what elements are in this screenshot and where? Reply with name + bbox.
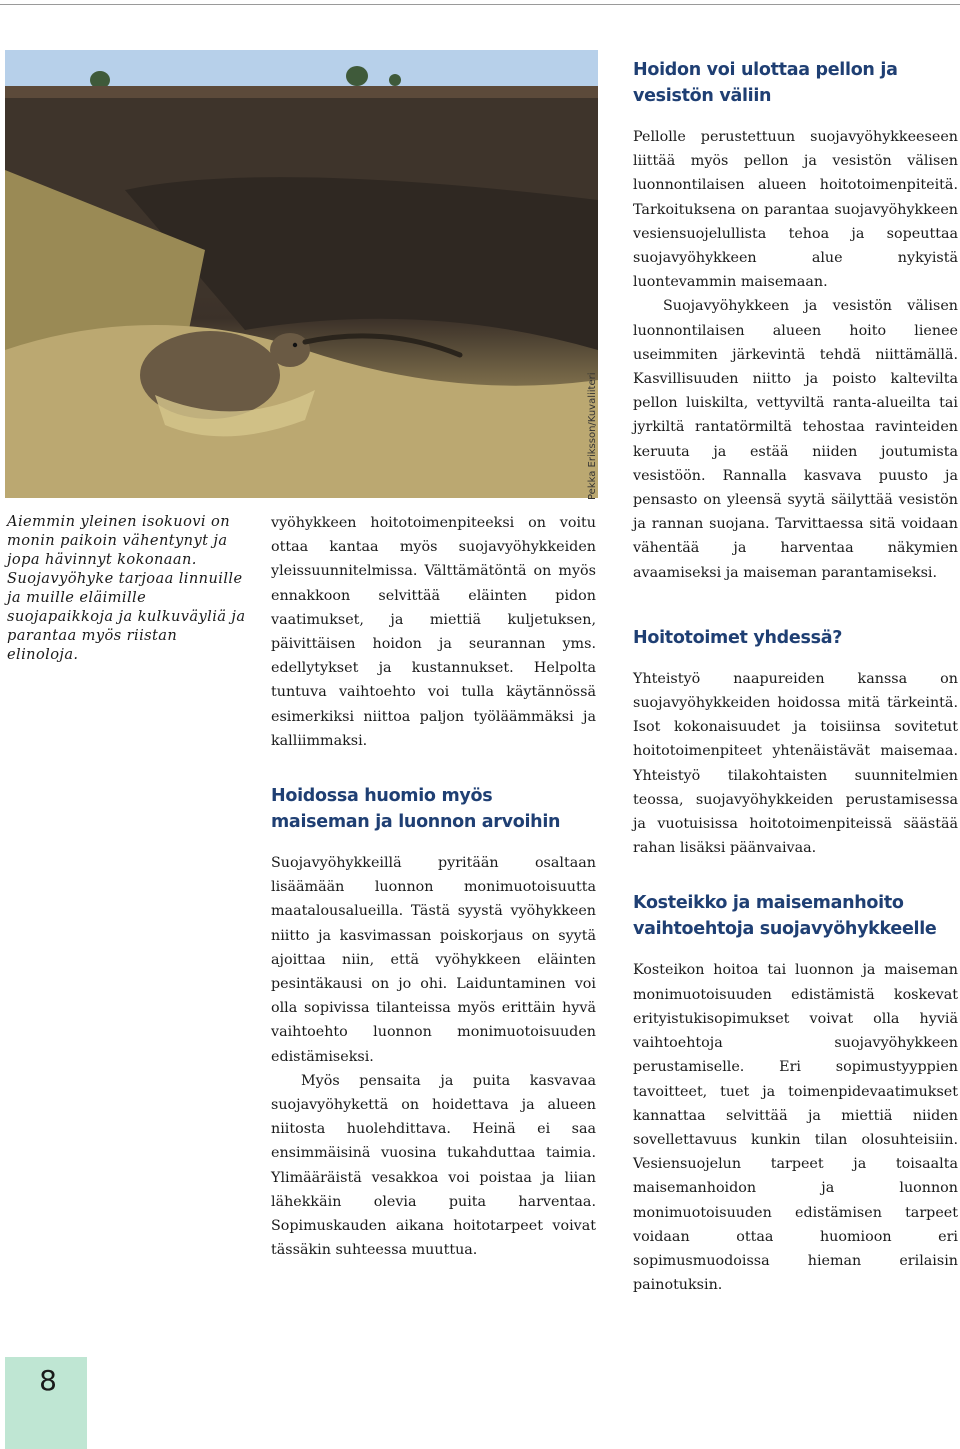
right-paragraph-4: Kosteikon hoitoa tai luonnon ja maiseman monimuotoisuuden edistämistä koskevat erityistukisopimukset voivat olla hyviä vaihtoehtoja suojavyöhykkeen perustamiselle. Eri sopimustyyppien tavoitteet, tuet ja toimenpidevaatimukset kannattaa selvittää ja miettiä niiden sovellettavuus kunkin tilan olosuhteisiin. Vesiensuojelun tarpeet ja toisaalta maisemanhoidon ja luonnon monimuotoisuuden edistämisen tarpeet voidaan ottaa huomioon eri sopimusmuodoissa hieman erilaisin painotuksin. <box>633 962 958 1294</box>
middle-paragraph-1: vyöhykkeen hoitotoimenpiteeksi on voitu ottaa kantaa myös suojavyöhykkeiden yleissuunnitelmissa. Välttämätöntä on myös ennakkoon selvittää eläinten pidon vaatimukset, ja miettiä kuljetuksen, päivittäisen hoidon ja seurannan yms. edellytykset ja kustannukset. Helpolta tuntuva vaihtoehto voi tulla käytännössä esimerkiksi niittoa paljon työläämmäksi ja kalliimmaksi. <box>271 515 596 749</box>
middle-paragraph-3: Myös pensaita ja puita kasvavaa suojavyöhykettä on hoidettava ja alueen niitosta huolehdittava. Heinä ei saa ensimmäisinä vuosina tukahduttaa taimia. Ylimääräistä vesakkoa voi poistaa ja liian lähekkäin olevia puita harventaa. Sopimuskauden aikana hoitotarpeet voivat tässäkin suhteessa muuttua. <box>271 1072 596 1259</box>
page-number: 8 <box>39 1364 57 1397</box>
right-column <box>633 57 958 1297</box>
section-heading-kosteikko: Kosteikko ja maisemanhoito vaihtoehtoja suojavyöhykkeelle <box>633 893 937 940</box>
section-heading-maisema: Hoidossa huomio myös maiseman ja luonnon arvoihin <box>271 786 561 833</box>
section-heading-hoito: Hoidon voi ulottaa pellon ja vesistön väliin <box>633 60 898 106</box>
right-paragraph-2: Suojavyöhykkeen ja vesistön välisen luonnontilaisen alueen hoito lienee useimmiten järkevintä tehdä niittämällä. Kasvillisuuden niitto ja poisto kaltevilta pellon luiskilta, vettyviltä ranta-alueilta tai jyrkiltä rantatörmiltä tehostaa ravinteiden keruuta ja estää niiden joutumista vesistöön. Rannalla kasvava puusto ja pensasto on yleensä syytä säilyttää vesistön ja rannan suojana. Tarvittaessa sitä voidaan vähentää ja harventaa näkymien avaamiseksi ja maiseman parantamiseksi. <box>633 298 958 581</box>
right-paragraph-3: Yhteistyö naapureiden kanssa on suojavyöhykkeiden hoidossa mitä tärkeintä. Isot kokonaisuudet ja toisiinsa sovitetut hoitotoimenpiteet yhtenäistävät maisemaa. Yhteistyö tilakohtaisten suunnitelmien teossa, suojavyöhykkeiden perustamisessa ja vuotuisissa hoitotoimenpiteissä säästää rahan lisäksi päänvaivaa. <box>633 670 958 857</box>
curlew-photo <box>5 50 598 498</box>
top-rule <box>0 4 960 5</box>
photo-caption: Aiemmin yleinen isokuovi on monin paikoin vähentynyt ja jopa hävinnyt kokonaan. Suojavyöhyke tarjoaa linnuille ja muille eläimille suojapaikkoja ja kulkuväyliä ja parantaa myös riistan elinoloja. <box>7 513 246 663</box>
middle-column <box>271 511 596 1262</box>
section-heading-yhdessa: Hoitotoimet yhdessä? <box>633 627 843 648</box>
photo-credit <box>587 372 599 501</box>
photo-credit-text: Pekka Eriksson/Kuvaliiteri <box>587 372 598 500</box>
right-paragraph-1: Pellolle perustettuun suojavyöhykkeeseen liittää myös pellon ja vesistön välisen luonnontilaisen alueen hoitotoimenpiteitä. Tarkoituksena on parantaa suojavyöhykkeen vesiensuojelullista tehoa ja sopeuttaa suojavyöhykkeen alue nykyistä luontevammin maisemaan. <box>633 129 958 291</box>
middle-paragraph-2: Suojavyöhykkeillä pyritään osaltaan lisäämään luonnon monimuotoisuutta maatalousalueilla. Tästä syystä vyöhykkeen niitto ja kasvimassan poiskorjaus on syytä ajoittaa niin, että vyöhykkeen eläinten pesintäkausi on jo ohi. Laiduntaminen voi olla sopivissa tilanteissa myös erittäin hyvä vaihtoehto luonnon monimuotoisuuden edistämiseksi. <box>271 855 596 1065</box>
curlew-illustration <box>5 50 598 498</box>
